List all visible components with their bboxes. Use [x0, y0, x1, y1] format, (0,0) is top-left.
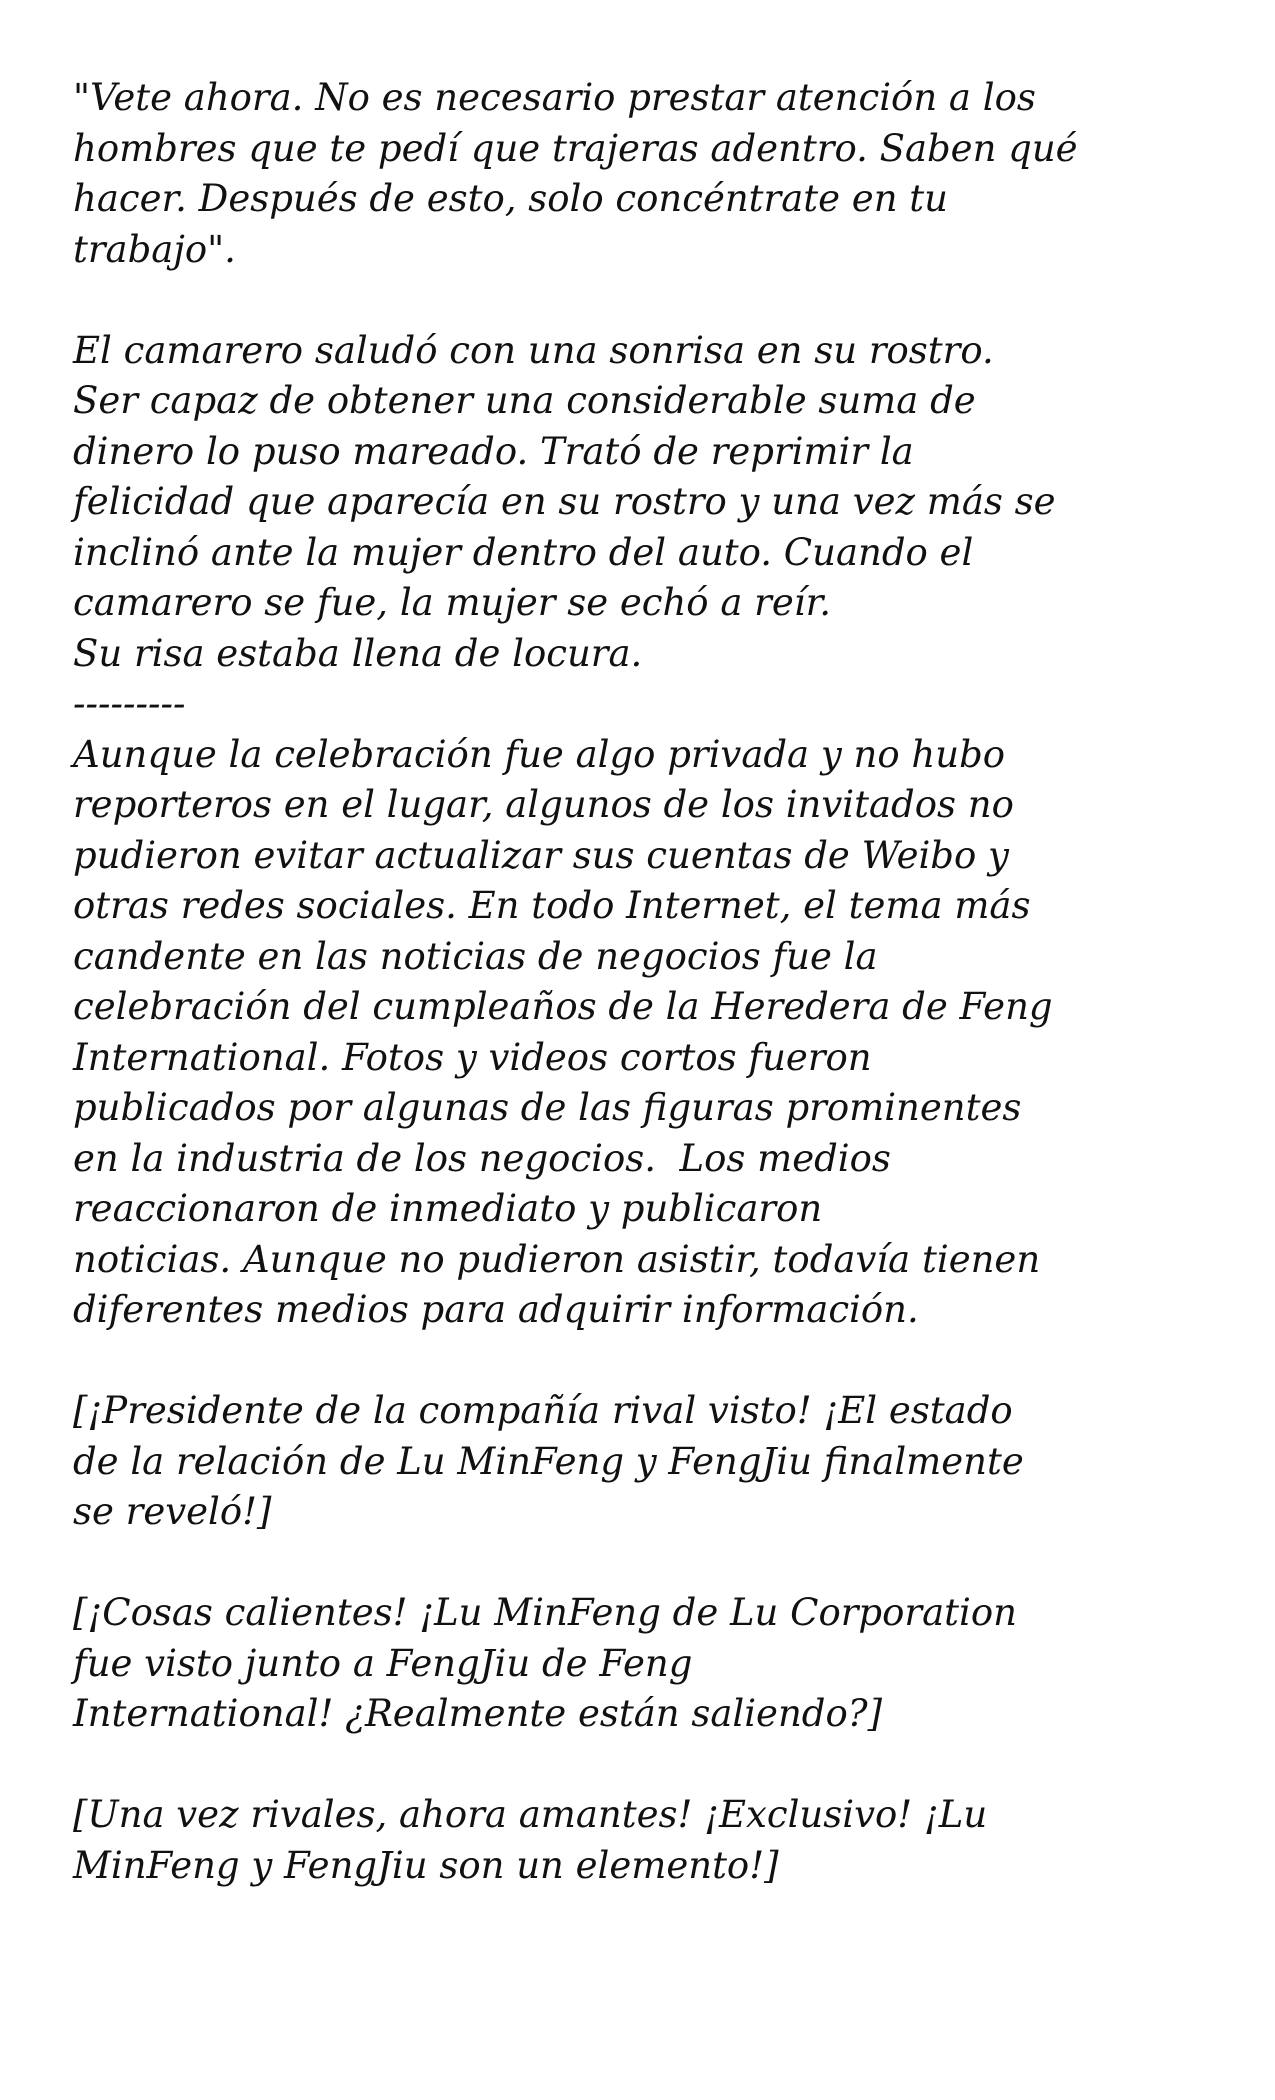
paragraph-gap [73, 1538, 1213, 1589]
text-line: International. Fotos y videos cortos fueron [73, 1035, 872, 1079]
headline-2 [73, 1588, 1213, 1740]
text-line: celebración del cumpleaños de la Heredera de Feng [73, 985, 1053, 1028]
text-line: "Vete ahora. No es necesario prestar atención a los [73, 76, 1036, 119]
text-line: de la relación de Lu MinFeng y FengJiu finalmente [73, 1439, 1024, 1483]
text-line: diferentes medios para adquirir información. [73, 1288, 919, 1331]
text-line: publicados por algunas de las figuras prominentes [73, 1086, 1022, 1129]
paragraph-1 [73, 73, 1213, 275]
text-line: fue visto junto a FengJiu de Feng [73, 1641, 693, 1685]
text-line: Su risa estaba llena de locura. [73, 631, 643, 675]
text-line: pudieron evitar actualizar sus cuentas de Weibo y [73, 833, 1009, 877]
text-line: reaccionaron de inmediato y publicaron [73, 1187, 823, 1230]
text-line: en la industria de los negocios. Los medios [73, 1136, 891, 1180]
text-line: Aunque la celebración fue algo privada y no hubo [73, 732, 1006, 776]
text-line: camarero se fue, la mujer se echó a reír. [73, 581, 831, 624]
text-line: otras redes sociales. En todo Internet, el tema más [73, 884, 1031, 927]
text-line: se reveló!] [73, 1490, 272, 1533]
text-line: felicidad que aparecía en su rostro y una vez más se [73, 480, 1056, 523]
text-line: El camarero saludó con una sonrisa en su rostro. [73, 328, 994, 372]
text-line: trabajo". [73, 227, 236, 271]
text-line: noticias. Aunque no pudieron asistir, todavía tienen [73, 1237, 1041, 1281]
text-line: --------- [73, 682, 186, 725]
text-line: inclinó ante la mujer dentro del auto. Cuando el [73, 530, 974, 574]
paragraph-gap [73, 1336, 1213, 1387]
paragraph-gap [73, 275, 1213, 326]
headline-1 [73, 1386, 1213, 1538]
paragraph-2 [73, 326, 1213, 1336]
text-line: hombres que te pedí que trajeras adentro. Saben qué [73, 126, 1078, 170]
text-line: candente en las noticias de negocios fue la [73, 934, 878, 978]
text-line: [¡Cosas calientes! ¡Lu MinFeng de Lu Corporation [73, 1591, 1017, 1634]
text-line: hacer. Después de esto, solo concéntrate en tu [73, 177, 948, 220]
text-line: dinero lo puso mareado. Trató de reprimir la [73, 429, 914, 473]
text-line: [¡Presidente de la compañía rival visto! ¡El estado [73, 1389, 1013, 1432]
text-line: reporteros en el lugar, algunos de los invitados no [73, 783, 1014, 826]
headline-3 [73, 1790, 1213, 1891]
text-line: International! ¿Realmente están saliendo?] [73, 1692, 883, 1735]
text-line: Ser capaz de obtener una considerable suma de [73, 379, 976, 422]
paragraph-gap [73, 1740, 1213, 1791]
document-page [73, 73, 1213, 1891]
text-line: [Una vez rivales, ahora amantes! ¡Exclusivo! ¡Lu [73, 1793, 988, 1836]
text-line: MinFeng y FengJiu son un elemento!] [73, 1843, 779, 1887]
